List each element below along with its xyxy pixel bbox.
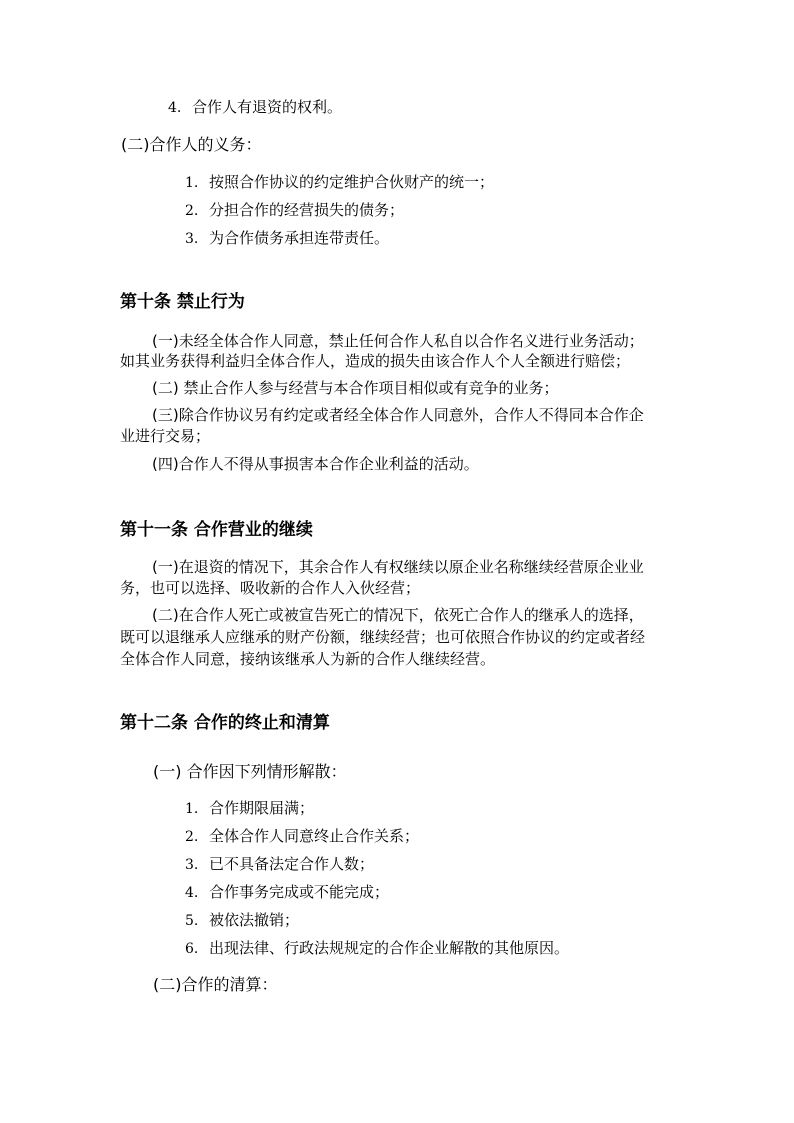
item-number: 5. bbox=[185, 913, 199, 929]
item-text: 出现法律、行政法规规定的合作企业解散的其他原因。 bbox=[209, 939, 570, 957]
item-text: 按照合作协议的约定维护合伙财产的统一； bbox=[209, 173, 495, 191]
article-12-heading: 第十二条 合作的终止和清算 bbox=[120, 713, 330, 733]
article-11-heading: 第十一条 合作营业的继续 bbox=[120, 520, 313, 540]
item-text: 合作人有退资的权利。 bbox=[192, 98, 343, 116]
paragraph-line: 全体合作人同意，接纳该继承人为新的合作人继续经营。 bbox=[120, 650, 496, 668]
item-text: 为合作债务承担连带责任。 bbox=[209, 229, 390, 247]
item-text: 合作事务完成或不能完成； bbox=[209, 883, 390, 901]
section-title-liquidation: (二)合作的清算： bbox=[153, 975, 278, 994]
list-item bbox=[185, 938, 569, 959]
item-number: 1. bbox=[185, 175, 199, 191]
list-item bbox=[168, 97, 342, 118]
paragraph-line: (三)除合作协议另有约定或者经全体合作人同意外，合作人不得同本合作企 bbox=[152, 406, 644, 424]
section-title-dissolution: (一) 合作因下列情形解散： bbox=[153, 762, 347, 781]
item-number: 2. bbox=[185, 829, 199, 845]
item-number: 4. bbox=[168, 100, 182, 116]
item-number: 2. bbox=[185, 203, 199, 219]
item-text: 分担合作的经营损失的债务； bbox=[209, 201, 405, 219]
list-item bbox=[185, 854, 374, 875]
list-item bbox=[185, 200, 404, 221]
item-text: 合作期限届满； bbox=[209, 799, 315, 817]
paragraph-line: (一)在退资的情况下，其余合作人有权继续以原企业名称继续经营原企业业 bbox=[152, 558, 644, 576]
section-title-obligations: (二)合作人的义务： bbox=[121, 135, 262, 154]
paragraph-line: 业进行交易； bbox=[120, 427, 211, 445]
item-text: 全体合作人同意终止合作关系； bbox=[209, 827, 420, 845]
paragraph-line: 务，也可以选择、吸收新的合作人入伙经营； bbox=[120, 579, 421, 597]
paragraph-line: (二) 禁止合作人参与经营与本合作项目相似或有竞争的业务； bbox=[152, 379, 559, 397]
list-item bbox=[185, 826, 419, 847]
article-10-heading: 第十条 禁止行为 bbox=[120, 292, 245, 312]
paragraph-line: (一)未经全体合作人同意，禁止任何合作人私自以合作名义进行业务活动； bbox=[152, 332, 644, 350]
list-item bbox=[185, 172, 494, 193]
paragraph-line: (四)合作人不得从事损害本合作企业利益的活动。 bbox=[152, 455, 479, 473]
paragraph-line: 既可以退继承人应继承的财产份额，继续经营；也可依照合作协议的约定或者经 bbox=[120, 628, 646, 646]
list-item bbox=[185, 228, 389, 249]
item-text: 被依法撤销； bbox=[209, 911, 300, 929]
list-item bbox=[185, 882, 389, 903]
item-number: 1. bbox=[185, 801, 199, 817]
item-number: 3. bbox=[185, 857, 199, 873]
list-item bbox=[185, 798, 314, 819]
list-item bbox=[185, 910, 299, 931]
item-text: 已不具备法定合作人数； bbox=[209, 855, 375, 873]
item-number: 4. bbox=[185, 885, 199, 901]
item-number: 3. bbox=[185, 231, 199, 247]
paragraph-line: 如其业务获得利益归全体合作人，造成的损失由该合作人个人全额进行赔偿； bbox=[120, 352, 631, 370]
paragraph-line: (二)在合作人死亡或被宣告死亡的情况下，依死亡合作人的继承人的选择， bbox=[152, 606, 644, 624]
item-number: 6. bbox=[185, 941, 199, 957]
